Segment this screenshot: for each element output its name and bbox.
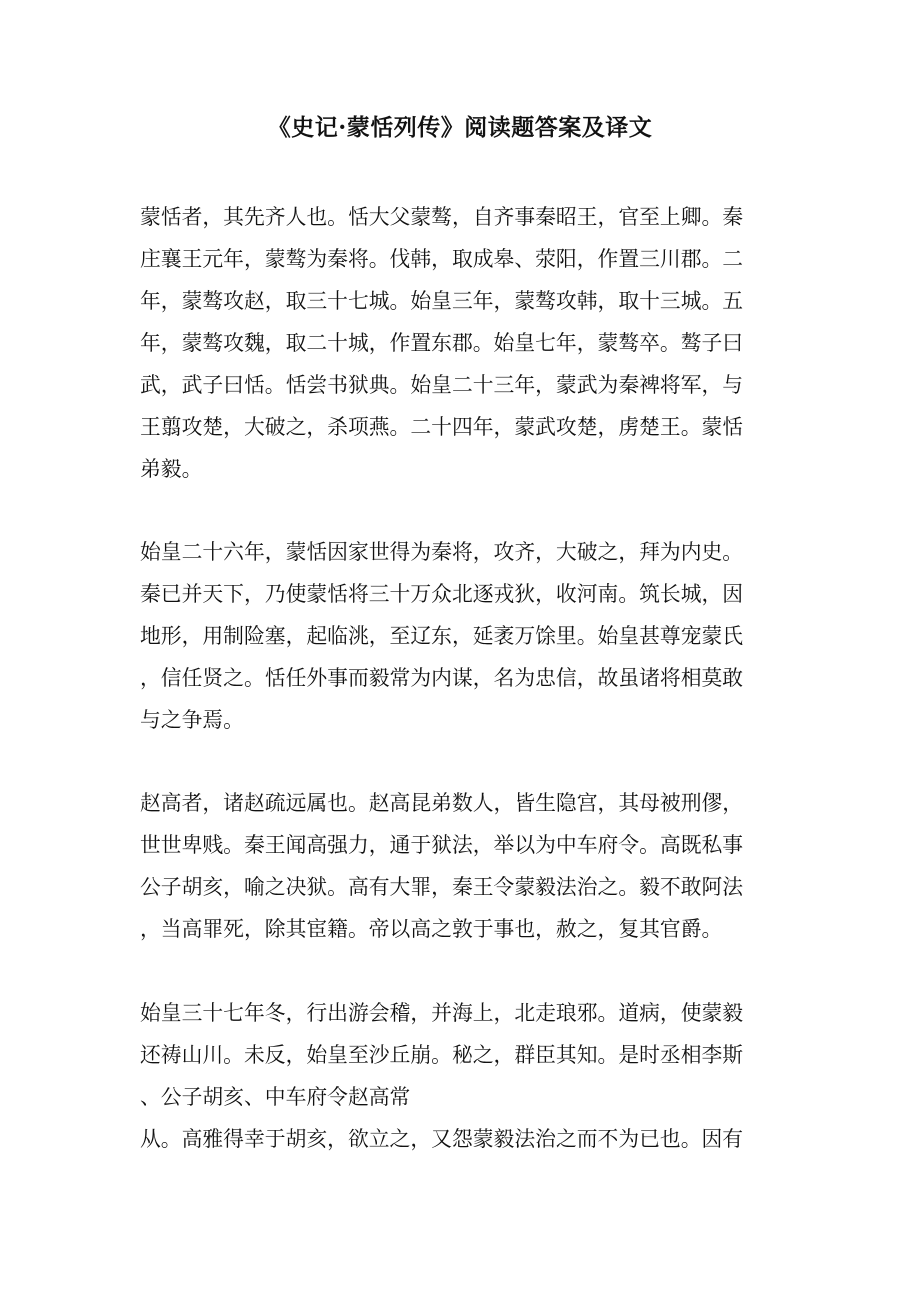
paragraph-4-line-2: 还祷山川。未反，始皇至沙丘崩。秘之，群臣其知。是时丞相李斯 <box>140 1043 744 1067</box>
paragraph-3-line-1: 赵高者，诸赵疏远属也。赵高昆弟数人，皆生隐宫，其母被刑僇， <box>140 791 744 815</box>
document-title: 《史记·蒙恬列传》阅读题答案及译文 <box>267 114 653 141</box>
paragraph-4-line-1: 始皇三十七年冬，行出游会稽，并海上，北走琅邪。道病，使蒙毅 <box>140 1001 744 1025</box>
paragraph-4-line-3: 、公子胡亥、中车府令赵高常 <box>140 1085 411 1109</box>
paragraph-2-line-1: 始皇二十六年，蒙恬因家世得为秦将，攻齐，大破之，拜为内史。 <box>140 540 744 564</box>
paragraph-3-line-4: ，当高罪死，除其宦籍。帝以高之敦于事也，赦之，复其官爵。 <box>140 917 723 941</box>
paragraph-1-line-1: 蒙恬者，其先齐人也。恬大父蒙骜，自齐事秦昭王，官至上卿。秦 <box>140 205 744 229</box>
paragraph-2-line-4: ，信任贤之。恬任外事而毅常为内谋，名为忠信，故虽诸将相莫敢 <box>140 666 744 690</box>
paragraph-2-line-2: 秦已并天下，乃使蒙恬将三十万众北逐戎狄，收河南。筑长城，因 <box>140 582 744 606</box>
paragraph-1-line-2: 庄襄王元年，蒙骜为秦将。伐韩，取成皋、荥阳，作置三川郡。二 <box>140 247 744 271</box>
paragraph-1-line-6: 王翦攻楚，大破之，杀项燕。二十四年，蒙武攻楚，虏楚王。蒙恬 <box>140 415 744 439</box>
paragraph-3-line-3: 公子胡亥，喻之决狱。高有大罪，秦王令蒙毅法治之。毅不敢阿法 <box>140 875 744 899</box>
paragraph-2-line-3: 地形，用制险塞，起临洮，至辽东，延袤万馀里。始皇甚尊宠蒙氏 <box>140 624 744 648</box>
paragraph-2-line-5: 与之争焉。 <box>140 708 244 732</box>
paragraph-4-line-4: 从。高雅得幸于胡亥，欲立之，又怨蒙毅法治之而不为已也。因有 <box>140 1127 744 1151</box>
paragraph-1-line-4: 年，蒙骜攻魏，取二十城，作置东郡。始皇七年，蒙骜卒。骜子曰 <box>140 331 744 355</box>
paragraph-1-line-5: 武，武子曰恬。恬尝书狱典。始皇二十三年，蒙武为秦裨将军，与 <box>140 373 744 397</box>
paragraph-1-line-7: 弟毅。 <box>140 457 203 481</box>
paragraph-3-line-2: 世世卑贱。秦王闻高强力，通于狱法，举以为中车府令。高既私事 <box>140 833 744 857</box>
paragraph-1-line-3: 年，蒙骜攻赵，取三十七城。始皇三年，蒙骜攻韩，取十三城。五 <box>140 289 744 313</box>
